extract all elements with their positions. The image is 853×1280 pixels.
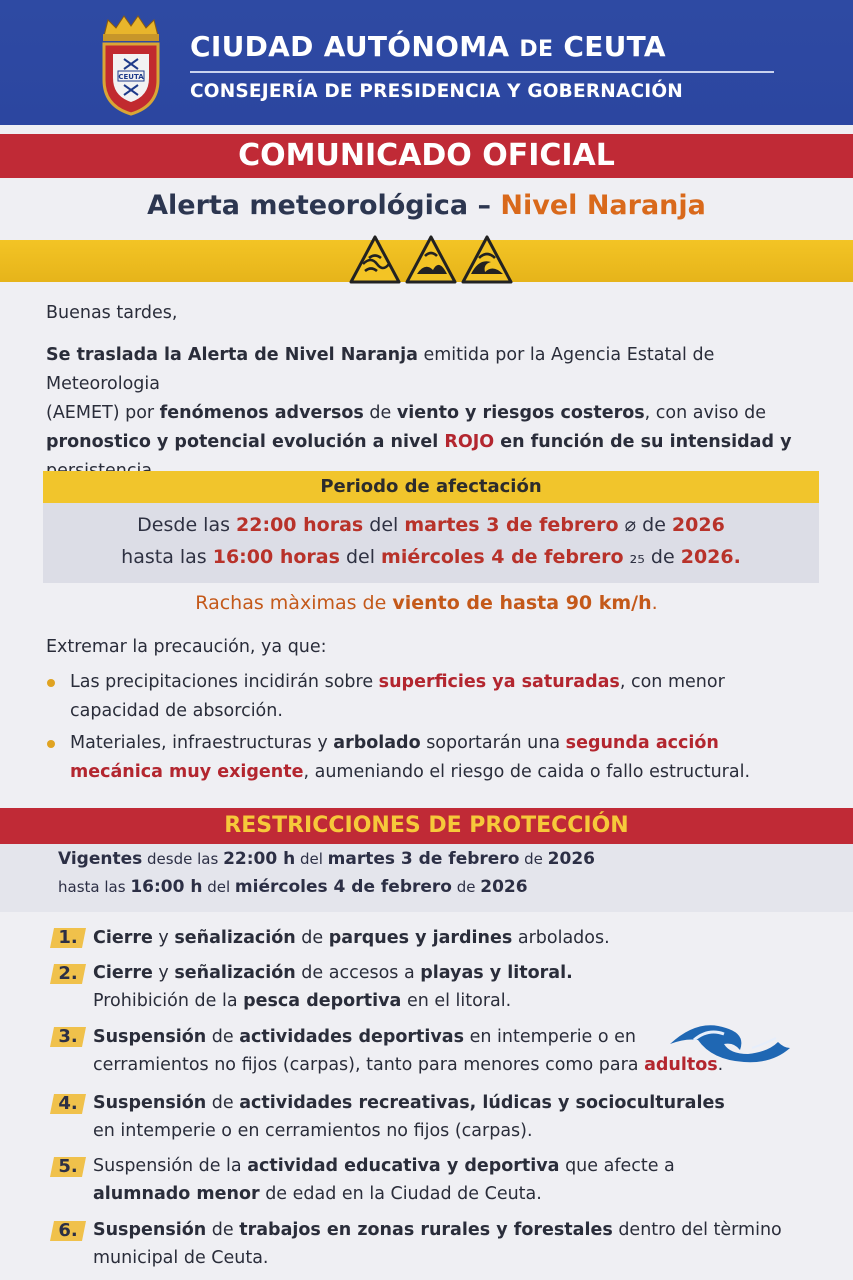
r6-d: dentro del tèrmino xyxy=(612,1220,782,1240)
caution-item-1 xyxy=(70,668,830,726)
caution-2-f: , aumeniando el riesgo de caida o fallo estructural. xyxy=(303,762,751,782)
r3-a: Suspensión xyxy=(93,1027,207,1047)
intro-paragraph xyxy=(46,341,826,486)
period-start-time: 22:00 horas xyxy=(236,514,364,536)
intro-text-2: emitida por la Agencia Estatal de Meteorologia xyxy=(46,345,715,394)
period-end xyxy=(43,546,819,568)
r6-g: municipal de Ceuta. xyxy=(93,1248,269,1268)
header-title-ceuta: CEUTA xyxy=(563,30,666,63)
caution-1-a: Las precipitaciones incidirán sobre xyxy=(70,672,379,692)
r2-b: y xyxy=(152,963,175,983)
r6-b: de xyxy=(206,1220,240,1240)
restrictions-start xyxy=(58,849,595,869)
r5-c: actividad educativa y deportiva xyxy=(247,1156,560,1176)
item-number-badge xyxy=(48,1219,88,1243)
period-start-year: 2026 xyxy=(671,514,725,536)
vig-e: martes 3 de febrero xyxy=(327,849,520,869)
item-number-badge xyxy=(48,926,88,950)
vig2-d: miércoles 4 de febrero xyxy=(234,877,452,897)
vig2-e: de xyxy=(451,878,481,896)
r3-i: . xyxy=(717,1055,724,1075)
bullet-icon xyxy=(47,740,55,748)
r4-g: en intemperie o en cerramientos no fijos (carpas). xyxy=(93,1121,533,1141)
coat-of-arms-icon xyxy=(94,14,168,118)
header-divider xyxy=(190,71,774,73)
r3-g: cerramientos no fijos (carpas), tanto para menores como para xyxy=(93,1055,645,1075)
period-start-a: Desde las xyxy=(137,514,237,536)
period-start-c: del xyxy=(363,514,405,536)
r2-i: en el litoral. xyxy=(401,991,512,1011)
intro-red-level: ROJO xyxy=(444,432,495,452)
header-title xyxy=(190,30,666,63)
item-number: 3. xyxy=(58,1026,78,1047)
alert-prefix: Alerta meteorológica – xyxy=(147,190,501,221)
intro-bold-6: viento y riesgos costeros xyxy=(396,403,645,423)
caution-heading: Extremar la precaución, ya que: xyxy=(46,637,327,657)
r1-c: señalización xyxy=(174,928,296,948)
r5-a: Suspensión de la xyxy=(93,1156,248,1176)
r2-g: Prohibición de la xyxy=(93,991,244,1011)
intro-bold-1: Se traslada la Alerta de Nivel Naranja xyxy=(46,345,418,365)
period-end-year: 2026. xyxy=(680,546,741,568)
period-end-date: miércoles 4 de febrero xyxy=(381,546,624,568)
header-subtitle: CONSEJERÍA DE PRESIDENCIA Y GOBERNACIÓN xyxy=(190,81,683,102)
r2-e: playas y litoral. xyxy=(420,963,573,983)
intro-text-7: , con aviso de xyxy=(644,403,766,423)
restriction-item xyxy=(93,959,573,1015)
intro-bold-10: en función de su intensidad y xyxy=(494,432,792,452)
period-heading: Periodo de afectación xyxy=(43,471,819,503)
alert-level: Nivel Naranja xyxy=(500,190,706,221)
coastal-warning-icon xyxy=(405,234,457,286)
vig-f: de xyxy=(519,850,548,868)
r4-c: actividades recreativas, lúdicas y socioculturales xyxy=(239,1093,725,1113)
r1-d: de xyxy=(295,928,329,948)
r1-b: y xyxy=(152,928,175,948)
vig-d: del xyxy=(295,850,328,868)
period-end-c: del xyxy=(339,546,382,568)
intro-text-5: de xyxy=(363,403,397,423)
restrictions-banner: RESTRICCIONES DE PROTECCIÓN xyxy=(0,808,853,844)
gusts-c: . xyxy=(651,592,658,614)
caution-1-c: , con menor xyxy=(619,672,725,692)
r3-d: en intemperie o en xyxy=(464,1027,637,1047)
official-banner: COMUNICADO OFICIAL xyxy=(0,134,853,178)
item-number-badge xyxy=(48,1092,88,1116)
vig-a: Vigentes xyxy=(58,849,143,869)
vig2-c: del xyxy=(202,878,235,896)
vig-b: desde las xyxy=(142,850,224,868)
intro-bold-4: fenómenos adversos xyxy=(159,403,364,423)
greeting: Buenas tardes, xyxy=(46,303,178,323)
r5-h: alumnado menor xyxy=(93,1184,260,1204)
vig2-f: 2026 xyxy=(480,877,528,897)
item-number-badge xyxy=(48,1155,88,1179)
gusts-a: Rachas màximas de xyxy=(195,592,393,614)
header-band xyxy=(0,0,853,125)
period-end-a: hasta las xyxy=(121,546,213,568)
r1-f: arbolados. xyxy=(512,928,610,948)
caution-2-b: arbolado xyxy=(333,733,421,753)
r6-c: trabajos en zonas rurales y forestales xyxy=(239,1220,613,1240)
restriction-item xyxy=(93,924,610,952)
item-number: 4. xyxy=(58,1093,78,1114)
header-title-main: CIUDAD AUTÓNOMA xyxy=(190,30,510,63)
caution-2-a: Materiales, infraestructuras y xyxy=(70,733,334,753)
alert-title xyxy=(0,190,853,221)
wind-warning-icon xyxy=(349,234,401,286)
item-number: 2. xyxy=(58,963,78,984)
restriction-item xyxy=(93,1152,675,1208)
r1-e: parques y jardines xyxy=(328,928,513,948)
r5-i: de edad en la Ciudad de Ceuta. xyxy=(259,1184,542,1204)
item-number-badge xyxy=(48,962,88,986)
caution-1-d: capacidad de absorción. xyxy=(70,701,283,721)
r2-c: señalización xyxy=(174,963,296,983)
vig-g: 2026 xyxy=(547,849,595,869)
r3-h: adultos xyxy=(644,1055,718,1075)
wave-icon xyxy=(668,1014,792,1064)
caution-2-c: soportarán una xyxy=(420,733,566,753)
restriction-item xyxy=(93,1216,782,1272)
restriction-item xyxy=(93,1089,725,1145)
r3-c: actividades deportivas xyxy=(239,1027,465,1047)
period-end-e: ₂₅ de xyxy=(623,546,681,568)
r3-b: de xyxy=(206,1027,240,1047)
r2-h: pesca deportiva xyxy=(243,991,402,1011)
caution-2-d: segunda acción xyxy=(565,733,719,753)
vig2-a: hasta las xyxy=(58,878,131,896)
item-number: 6. xyxy=(58,1220,78,1241)
caution-2-e: mecánica muy exigente xyxy=(70,762,304,782)
restrictions-end xyxy=(58,877,528,897)
gusts-line xyxy=(0,592,853,614)
r2-a: Cierre xyxy=(93,963,153,983)
period-start xyxy=(43,514,819,536)
r2-d: de accesos a xyxy=(295,963,421,983)
r6-a: Suspensión xyxy=(93,1220,207,1240)
crest-label: CEUTA xyxy=(118,73,144,81)
vig2-b: 16:00 h xyxy=(130,877,203,897)
r4-a: Suspensión xyxy=(93,1093,207,1113)
header-title-de: DE xyxy=(519,37,554,62)
item-number: 5. xyxy=(58,1156,78,1177)
caution-1-b: superficies ya saturadas xyxy=(378,672,620,692)
r1-a: Cierre xyxy=(93,928,153,948)
caution-item-2 xyxy=(70,729,840,787)
r4-b: de xyxy=(206,1093,240,1113)
bullet-icon xyxy=(47,679,55,687)
item-number-badge xyxy=(48,1025,88,1049)
period-start-date: martes 3 de febrero xyxy=(404,514,619,536)
vig-c: 22:00 h xyxy=(223,849,296,869)
period-end-time: 16:00 horas xyxy=(212,546,340,568)
wave-warning-icon xyxy=(461,234,513,286)
intro-bold-8: pronostico y potencial evolución a nivel xyxy=(46,432,445,452)
item-number: 1. xyxy=(58,927,78,948)
period-start-e: ⌀ de xyxy=(618,514,672,536)
r5-d: que afecte a xyxy=(559,1156,675,1176)
gusts-value: viento de hasta 90 km/h xyxy=(392,592,652,614)
intro-text-3: (AEMET) por xyxy=(46,403,160,423)
restriction-item xyxy=(93,1023,723,1079)
